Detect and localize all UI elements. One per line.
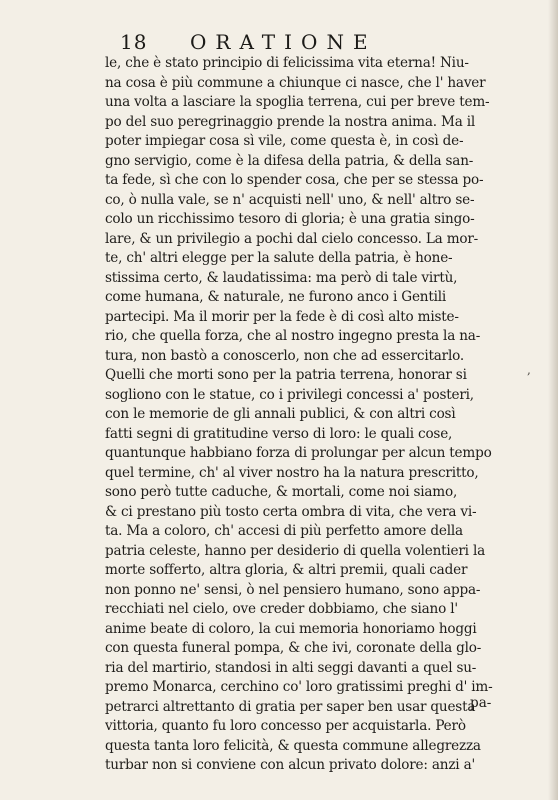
body-text <box>105 54 525 776</box>
text-line: tura, non bastò a conoscerlo, non che ad essercitarlo. <box>105 347 464 364</box>
text-line: vittoria, quanto fu loro concesso per acquistarla. Però <box>105 718 466 734</box>
text-line: co, ò nulla vale, se n' acquisti nell' uno, & nell' altro se- <box>105 191 475 208</box>
page-number: 18 <box>120 30 148 54</box>
text-line: premo Monarca, cerchino co' loro gratissimi preghi d' im- <box>105 679 493 695</box>
text-line: gno servigio, come è la difesa della patria, & della san- <box>105 152 474 169</box>
text-line: petrarci altrettanto di gratia per saper ben usar questa <box>105 698 476 715</box>
text-line: rio, che quella forza, che al nostro ingegno presta la na- <box>105 328 481 344</box>
text-line: con le memorie de gli annali publici, & con altri così <box>105 406 456 422</box>
text-line: lare, & un privilegio a pochi dal cielo concesso. La mor- <box>105 230 479 247</box>
text-line: Quelli che morti sono per la patria terrena, honorar si <box>105 367 467 383</box>
text-line: patria celeste, hanno per desiderio di quella volentieri la <box>105 542 486 559</box>
text-line: morte sofferto, altra gloria, & altri premii, quali cader <box>105 562 468 578</box>
running-head: ORATIONE <box>190 30 377 54</box>
text-line: le, che è stato principio di felicissima vita eterna! Niu- <box>105 55 469 71</box>
catchword: pa- <box>470 695 492 711</box>
text-line: non ponno ne' sensi, ò nel pensiero humano, sono appa- <box>105 581 481 598</box>
text-line: te, ch' altri elegge per la salute della patria, è hone- <box>105 250 453 266</box>
text-line: questa tanta loro felicità, & questa commune allegrezza <box>105 737 481 754</box>
text-line: ta. Ma a coloro, ch' accesi di più perfetto amore della <box>105 523 463 539</box>
text-line: quantunque habbiano forza di prolungar per alcun tempo <box>105 445 492 461</box>
text-line: fatti segni di gratitudine verso di loro: le quali cose, <box>105 425 453 442</box>
text-line: quel termine, ch' al viver nostro ha la natura prescritto, <box>105 464 479 481</box>
text-line: come humana, & naturale, ne furono anco i Gentili <box>105 289 447 305</box>
text-line: recchiati nel cielo, ove creder dobbiamo, che siano l' <box>105 601 458 617</box>
page-edge-shadow <box>548 0 558 800</box>
text-line: ria del martirio, standosi in alti seggi davanti a quel su- <box>105 659 477 676</box>
text-line: colo un ricchissimo tesoro di gloria; è una gratia singo- <box>105 211 475 227</box>
text-line: partecipi. Ma il morir per la fede è di così alto miste- <box>105 308 459 325</box>
text-line: sogliono con le statue, co i privilegi concessi a' posteri, <box>105 386 474 403</box>
text-line: & ci prestano più tosto certa ombra di vita, che vera vi- <box>105 503 477 520</box>
margin-mark: , <box>527 363 531 377</box>
text-line: na cosa è più commune a chiunque ci nasce, che l' haver <box>105 74 486 91</box>
text-line: sono però tutte caduche, & mortali, come noi siamo, <box>105 484 458 500</box>
text-line: stissima certo, & laudatissima: ma però di tale virtù, <box>105 269 458 286</box>
text-line: anime beate di coloro, la cui memoria honoriamo hoggi <box>105 620 477 637</box>
text-line: con questa funeral pompa, & che ivi, coronate della glo- <box>105 640 482 656</box>
text-line: ta fede, sì che con lo spender cosa, che per se stessa po- <box>105 172 484 188</box>
text-line: una volta a lasciare la spoglia terrena, cui per breve tem- <box>105 94 490 110</box>
text-line: turbar non si conviene con alcun privato dolore: anzi a' <box>105 757 476 773</box>
text-line: po del suo peregrinaggio prende la nostra anima. Ma il <box>105 113 476 130</box>
text-line: poter impiegar cosa sì vile, come questa è, in così de- <box>105 133 464 149</box>
